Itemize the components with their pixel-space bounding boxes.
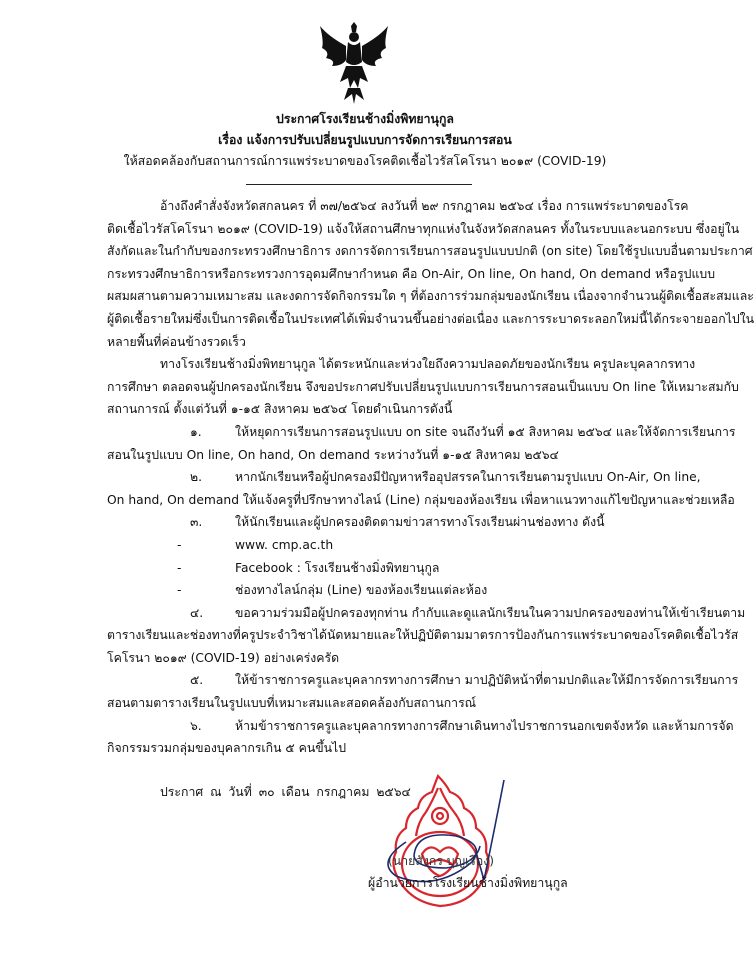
paragraph-reference <box>107 195 754 353</box>
body-line: สังกัดและในกำกับของกระทรวงศึกษาธิการ งดการจัดการเรียนการสอนรูปแบบปกติ (on site) โดยใช้รูปแบบอื่นตามประกาศ <box>107 244 753 259</box>
item-text: On hand, On demand ให้แจ้งครูที่ปรึกษาทางไลน์ (Line) กลุ่มของห้องเรียน เพื่อหาแนวทางแก้ไขปัญหาและช่วยเหลือ <box>107 492 735 507</box>
channel-facebook <box>107 557 621 580</box>
channel-line-group <box>107 579 621 602</box>
signer-name: (นายสังกร บุญเรือง) <box>388 854 495 868</box>
garuda-emblem-icon <box>318 22 390 104</box>
body-line: ติดเชื้อไวรัสโคโรนา ๒๐๑๙ (COVID-19) แจ้งให้สถานศึกษาทุกแห่งในจังหวัดสกลนคร ทั้งในระบบและนอกระบบ ซึ่งอยู่ใน <box>107 221 740 236</box>
bullet-dash: - <box>177 583 182 598</box>
announcement-subject: เรื่อง แจ้งการปรับเปลี่ยนรูปแบบการจัดการเรียนการสอน <box>218 133 512 147</box>
item-4 <box>107 602 746 670</box>
channel-text: Facebook : โรงเรียนช้างมิ่งพิทยานุกูล <box>235 560 440 575</box>
bullet-dash: - <box>177 537 182 552</box>
item-text: ตารางเรียนและช่องทางที่ครูประจำวิชาได้นัดหมายและให้ปฏิบัติตามมาตรการป้องกันการแพร่ระบาดของโรคติดเชื้อไวรัส <box>107 628 739 643</box>
item-number: ๔. <box>190 605 204 620</box>
item-5 <box>107 669 739 714</box>
paragraph-school-action <box>107 353 739 421</box>
item-number: ๓. <box>190 515 203 530</box>
announcement-body <box>107 195 754 760</box>
item-number: ๑. <box>190 424 202 439</box>
item-text: ขอความร่วมมือผู้ปกครองทุกท่าน กำกับและดูแลนักเรียนในความปกครองของท่านให้เข้าเรียนตาม <box>235 605 746 620</box>
channel-text: www. cmp.ac.th <box>235 537 334 552</box>
item-text: กิจกรรมรวมกลุ่มของบุคลากรเกิน ๕ คนขึ้นไป <box>107 741 347 756</box>
item-number: ๕. <box>190 673 204 688</box>
item-text: โคโรนา ๒๐๑๙ (COVID-19) อย่างเคร่งครัด <box>107 650 340 665</box>
item-text: ให้ข้าราชการครูและบุคลากรทางการศึกษา มาปฏิบัติหน้าที่ตามปกติและให้มีการจัดการเรียนการ <box>235 673 739 688</box>
title-divider <box>246 184 472 185</box>
channel-text: ช่องทางไลน์กลุ่ม (Line) ของห้องเรียนแต่ละห้อง <box>235 583 488 598</box>
announcement-subtitle: ให้สอดคล้องกับสถานการณ์การแพร่ระบาดของโรคติดเชื้อไวรัสโคโรนา ๒๐๑๙ (COVID-19) <box>123 154 607 168</box>
body-line: ผู้ติดเชื้อรายใหม่ซึ่งเป็นการติดเชื้อในประเทศได้เพิ่มจำนวนขึ้นอย่างต่อเนื่อง และการระบาดระลอกใหม่นี้ได้กระจายออกไปใน <box>107 311 754 326</box>
announcement-date: ประกาศ ณ วันที่ ๓๐ เดือน กรกฎาคม ๒๕๖๔ <box>160 785 411 799</box>
body-line: การศึกษา ตลอดจนผู้ปกครองนักเรียน จึงขอประกาศปรับเปลี่ยนรูปแบบการเรียนการสอนเป็นแบบ On line ให้เหมาะสมกับ <box>107 379 739 394</box>
bullet-dash: - <box>177 560 182 575</box>
body-line: หลายพื้นที่ค่อนข้างรวดเร็ว <box>107 334 246 349</box>
item-text: ให้นักเรียนและผู้ปกครองติดตามข่าวสารทางโรงเรียนผ่านช่องทาง ดังนี้ <box>235 515 605 530</box>
item-text: สอนตามตารางเรียนในรูปแบบที่เหมาะสมและสอดคล้องกับสถานการณ์ <box>107 696 477 711</box>
channel-website <box>107 534 621 557</box>
item-number: ๖. <box>190 718 202 733</box>
item-1 <box>107 421 736 466</box>
body-line: สถานการณ์ ตั้งแต่วันที่ ๑-๑๕ สิงหาคม ๒๕๖๔ โดยดำเนินการดังนี้ <box>107 402 453 417</box>
item-text: สอนในรูปแบบ On line, On hand, On demand ระหว่างวันที่ ๑-๑๕ สิงหาคม ๒๕๖๔ <box>107 447 559 462</box>
item-text: หากนักเรียนหรือผู้ปกครองมีปัญหาหรืออุปสรรคในการเรียนตามรูปแบบ On-Air, On line, <box>235 470 701 485</box>
item-text: ห้ามข้าราชการครูและบุคลากรทางการศึกษาเดินทางไปราชการนอกเขตจังหวัด และห้ามการจัด <box>235 718 734 733</box>
item-3 <box>107 511 621 601</box>
announcement-title: ประกาศโรงเรียนช้างมิ่งพิทยานุกูล <box>276 112 454 126</box>
signer-title: ผู้อำนวยการโรงเรียนช้างมิ่งพิทยานุกูล <box>368 876 568 890</box>
item-text: ให้หยุดการเรียนการสอนรูปแบบ on site จนถึงวันที่ ๑๕ สิงหาคม ๒๕๖๔ และให้จัดการเรียนการ <box>235 424 736 439</box>
item-number: ๒. <box>190 470 203 485</box>
body-line: ทางโรงเรียนช้างมิ่งพิทยานุกูล ได้ตระหนักและห่วงใยถึงความปลอดภัยของนักเรียน ครูปละบุคลากรทาง <box>160 357 696 372</box>
item-2 <box>107 466 735 511</box>
body-line: อ้างถึงคำสั่งจังหวัดสกลนคร ที่ ๓๗/๒๕๖๔ ลงวันที่ ๒๙ กรกฎาคม ๒๕๖๔ เรื่อง การแพร่ระบาดของโรค <box>160 199 689 213</box>
body-line: ผสมผสานตามความเหมาะสม และงดการจัดกิจกรรมใด ๆ ที่ต้องการร่วมกลุ่มของนักเรียน เนื่องจากจำนวนผู้ติดเชื้อสะสมและ <box>107 289 754 304</box>
item-6 <box>107 715 734 760</box>
body-line: กระทรวงศึกษาธิการหรือกระทรวงการอุดมศึกษากำหนด คือ On-Air, On line, On hand, On demand หรือรูปแบบ <box>107 266 716 281</box>
